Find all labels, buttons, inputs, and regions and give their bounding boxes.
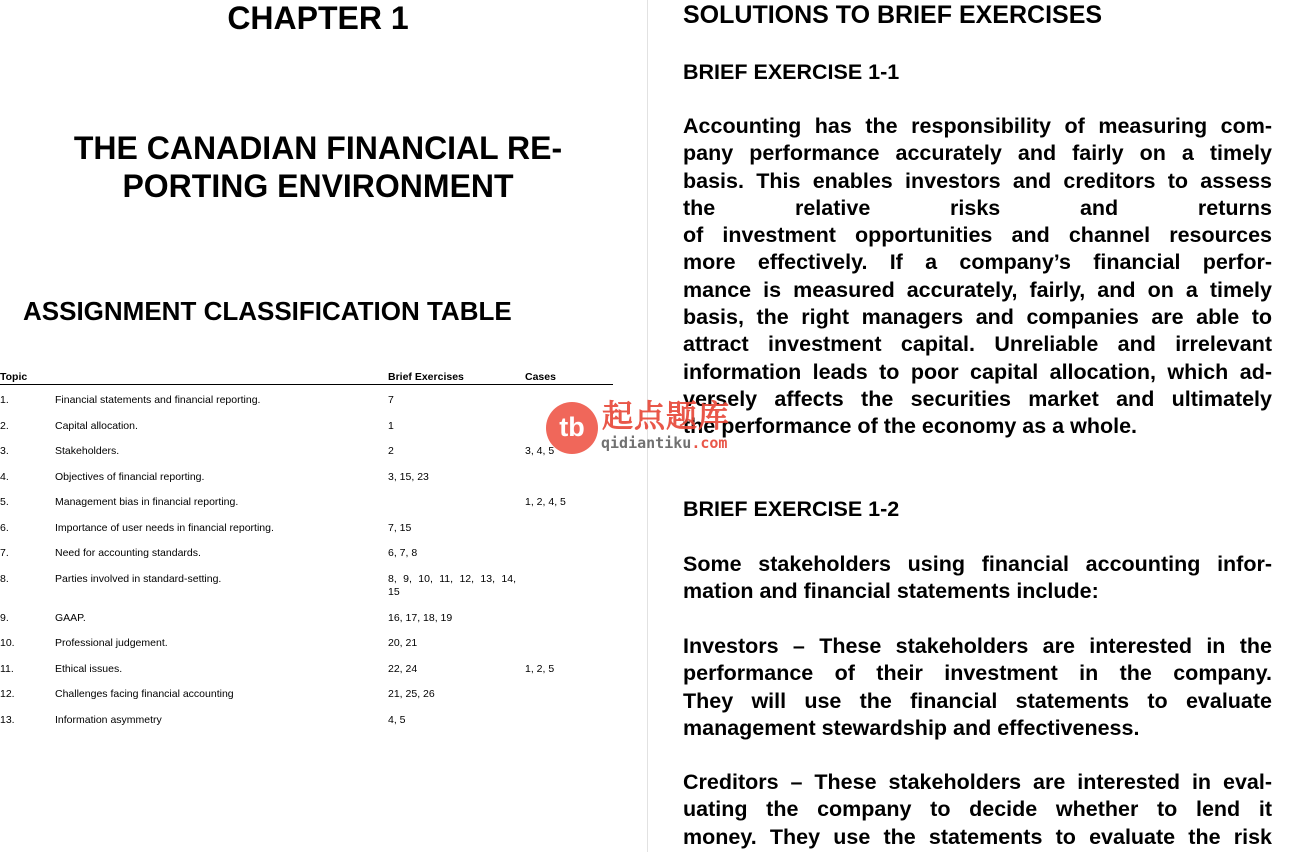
text-line: basis, the right managers and companies are able to (683, 305, 1272, 330)
text-line: the relative risks and returns (683, 195, 1272, 220)
row-cases: 3, 4, 5 (525, 445, 555, 457)
row-brief-exercises: 4, 5 (388, 713, 406, 726)
header-cases: Cases (525, 371, 556, 383)
row-brief-exercises: 3, 15, 23 (388, 470, 429, 483)
row-number: 4. (0, 470, 9, 483)
text-line: pany performance accurately and fairly on a timely (683, 141, 1272, 166)
text-line: Investors – These stakeholders are interested in the (683, 634, 1272, 658)
table-header (0, 369, 613, 385)
table-row (0, 462, 613, 488)
table-row (0, 513, 613, 539)
table-title: ASSIGNMENT CLASSIFICATION TABLE (23, 296, 512, 326)
row-topic: Management bias in financial reporting. (55, 496, 239, 508)
text-line: more effectively. If a company’s financial perfor- (683, 250, 1272, 275)
row-topic: Professional judgement. (55, 637, 168, 649)
text-line: They will use the financial statements to evaluate (683, 688, 1272, 713)
row-brief-exercises-line: 8, 9, 10, 11, 12, 13, 14, (388, 572, 516, 585)
row-brief-exercises: 20, 21 (388, 637, 418, 649)
brief-exercise-1-1-text (683, 113, 1272, 441)
row-brief-exercises: 2 (388, 445, 394, 457)
table-row (0, 385, 613, 411)
text-line: the performance of the economy as a whole. (683, 414, 1137, 439)
text-line: Some stakeholders using financial accounting infor- (683, 552, 1272, 576)
watermark-url (601, 434, 727, 452)
watermark-logo (546, 399, 746, 454)
row-number: 13. (0, 713, 15, 726)
text-line: attract investment capital. Unreliable and irrelevant (683, 332, 1272, 357)
row-number: 7. (0, 547, 9, 559)
table-row (0, 436, 613, 462)
header-brief-exercises: Brief Exercises (388, 371, 464, 383)
row-brief-exercises: 16, 17, 18, 19 (388, 611, 453, 624)
header-topic: Topic (0, 371, 28, 383)
row-topic: Objectives of financial reporting. (55, 470, 205, 483)
row-number: 10. (0, 637, 15, 649)
row-topic: Importance of user needs in financial reporting. (55, 521, 274, 534)
row-number: 5. (0, 496, 9, 508)
text-line: of investment opportunities and channel resources (683, 223, 1272, 248)
text-line: information leads to poor capital allocation, which ad- (683, 359, 1272, 384)
creditors-paragraph (683, 769, 1272, 851)
table-row (0, 538, 613, 564)
text-line: mance is measured accurately, fairly, and on a timely (683, 277, 1272, 302)
row-topic: Stakeholders. (55, 445, 120, 457)
row-brief-exercises (388, 573, 518, 599)
row-number: 12. (0, 688, 15, 700)
row-number: 3. (0, 445, 9, 457)
table-row (0, 705, 613, 731)
table-row (0, 654, 613, 680)
row-number: 1. (0, 394, 9, 406)
investors-paragraph (683, 633, 1272, 742)
table-row (0, 411, 613, 437)
assignment-classification-table (0, 369, 613, 730)
row-number: 6. (0, 521, 9, 534)
brief-exercise-1-1-heading: BRIEF EXERCISE 1-1 (683, 60, 900, 84)
brief-exercise-1-2-intro (683, 551, 1272, 606)
row-brief-exercises: 7 (388, 394, 394, 406)
row-topic: Information asymmetry (55, 713, 162, 726)
row-brief-exercises: 7, 15 (388, 521, 412, 534)
text-line: Accounting has the responsibility of measuring com- (683, 114, 1272, 138)
subtitle-line: THE CANADIAN FINANCIAL RE- (73, 130, 563, 166)
table-row (0, 628, 613, 654)
row-number: 2. (0, 419, 9, 432)
row-number: 8. (0, 572, 9, 585)
row-brief-exercises: 1 (388, 419, 394, 432)
text-line: performance of their investment in the company. (683, 661, 1272, 686)
row-number: 9. (0, 611, 9, 624)
text-line: versely affects the securities market and ultimately (683, 386, 1272, 411)
brief-exercise-1-2-heading: BRIEF EXERCISE 1-2 (683, 497, 900, 521)
row-topic: Ethical issues. (55, 662, 123, 675)
watermark-chinese-text: 起点题库 (602, 399, 730, 435)
row-topic: Capital allocation. (55, 419, 138, 432)
text-line: mation and financial statements include: (683, 579, 1099, 604)
row-topic: Parties involved in standard-setting. (55, 572, 222, 585)
row-brief-exercises-line: 15 (388, 585, 400, 598)
row-brief-exercises: 21, 25, 26 (388, 688, 435, 700)
table-row (0, 679, 613, 705)
row-cases: 1, 2, 4, 5 (525, 496, 566, 508)
text-line: Creditors – These stakeholders are interested in eval- (683, 770, 1272, 794)
row-topic: Challenges facing financial accounting (55, 688, 234, 700)
text-line: uating the company to decide whether to lend it (683, 797, 1272, 822)
solutions-title: SOLUTIONS TO BRIEF EXERCISES (683, 1, 1103, 29)
watermark-url-suffix: .com (691, 434, 728, 452)
row-brief-exercises: 6, 7, 8 (388, 547, 418, 559)
table-row (0, 603, 613, 629)
chapter-subtitle (0, 129, 636, 205)
row-topic: GAAP. (55, 611, 86, 624)
subtitle-line: PORTING ENVIRONMENT (122, 168, 514, 204)
row-number: 11. (0, 662, 14, 675)
chapter-title: CHAPTER 1 (227, 0, 409, 36)
text-line: basis. This enables investors and creditors to assess (683, 168, 1272, 193)
row-topic: Need for accounting standards. (55, 547, 201, 559)
row-brief-exercises: 22, 24 (388, 662, 418, 675)
table-row (0, 487, 613, 513)
row-cases: 1, 2, 5 (525, 662, 555, 675)
text-line: management stewardship and effectiveness. (683, 715, 1140, 740)
table-body (0, 385, 613, 730)
table-row (0, 564, 613, 603)
watermark-badge-text: tb (559, 412, 585, 442)
row-topic: Financial statements and financial reporting. (55, 394, 261, 406)
watermark-url-main: qidiantiku (601, 434, 692, 452)
text-line: money. They use the statements to evaluate the risk (683, 824, 1272, 849)
